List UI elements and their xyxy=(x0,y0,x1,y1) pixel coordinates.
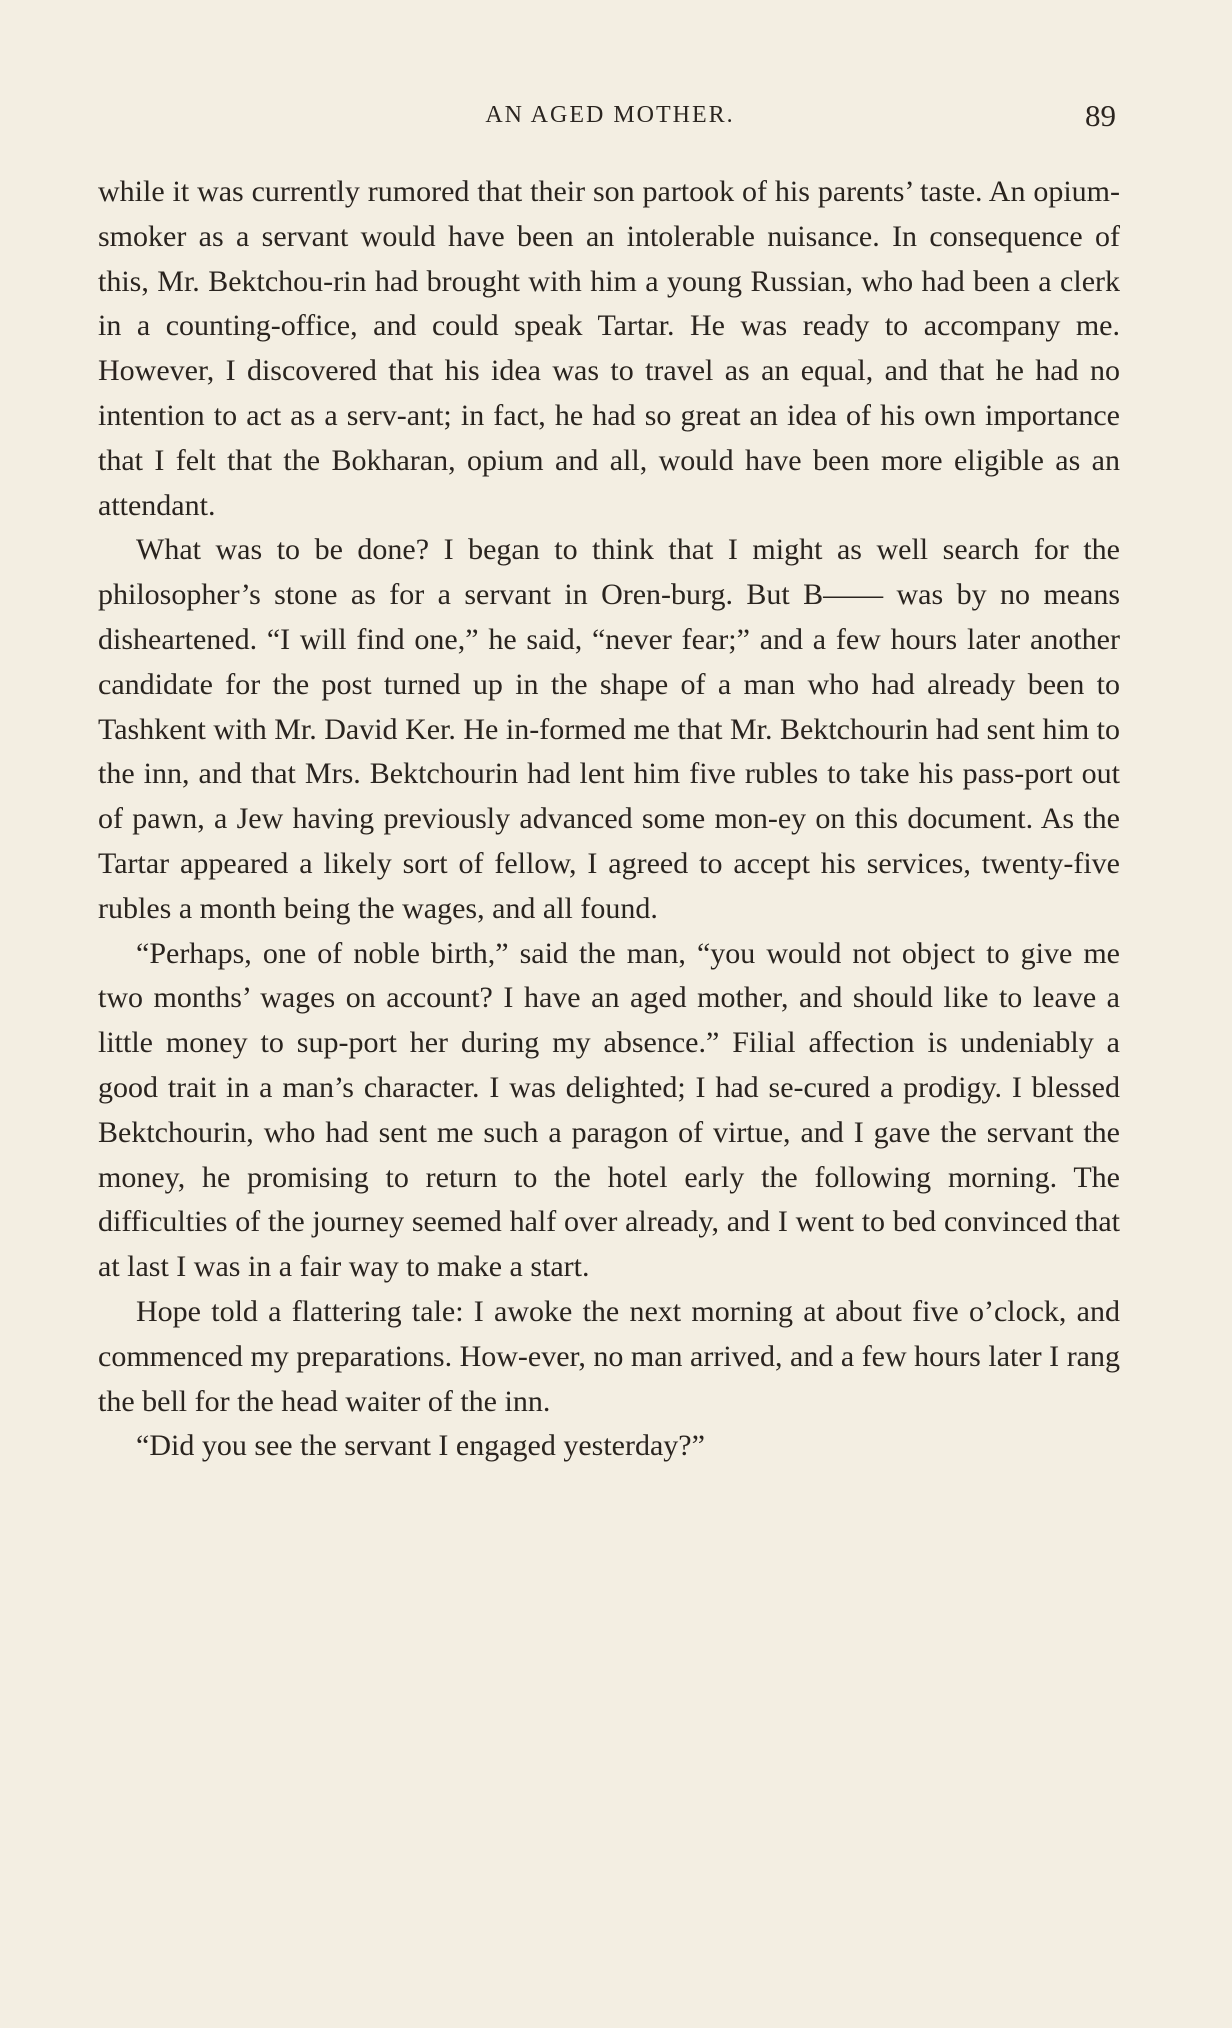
paragraph-1: while it was currently rumored that their son partook of his parents’ taste. An opium-smoker as a servant would have been an intolerable nuisance. In consequence of this, Mr. Bektchou-rin had brought with him a young Russian, who had been a clerk in a counting-office, and could speak Tartar. He was ready to accompany me. However, I discovered that his idea was to travel as an equal, and that he had no intention to act as a serv-ant; in fact, he had so great an idea of his own importance that I felt that the Bokharan, opium and all, would have been more eligible as an attendant. xyxy=(98,175,1120,522)
paragraph-4: Hope told a flattering tale: I awoke the next morning at about five o’clock, and commenced my preparations. How-ever, no man arrived, and a few hours later I rang the bell for the head waiter of the inn. xyxy=(98,1294,1120,1418)
body-text xyxy=(98,170,1120,1469)
running-head: AN AGED MOTHER. xyxy=(485,102,735,128)
paragraph-5: “Did you see the servant I engaged yesterday?” xyxy=(136,1429,705,1463)
paragraph-3: “Perhaps, one of noble birth,” said the man, “you would not object to give me two months’ wages on account? I have an aged mother, and should like to leave a little money to sup-port her during my absence.” Filial affection is undeniably a good trait in a man’s character. I was delighted; I had se-cured a prodigy. I blessed Bektchourin, who had sent me such a paragon of virtue, and I gave the servant the money, he promising to return to the hotel early the following morning. The difficulties of the journey seemed half over already, and I went to bed convinced that at last I was in a fair way to make a start. xyxy=(98,936,1120,1284)
page-number: 89 xyxy=(1085,98,1116,133)
page-header xyxy=(100,98,1120,138)
paragraph-2: What was to be done? I began to think that I might as well search for the philosopher’s stone as for a servant in Oren-burg. But B—— was by no means disheartened. “I will find one,” he said, “never fear;” and a few hours later another candidate for the post turned up in the shape of a man who had already been to Tashkent with Mr. David Ker. He in-formed me that Mr. Bektchourin had sent him to the inn, and that Mrs. Bektchourin had lent him five rubles to take his pass-port out of pawn, a Jew having previously advanced some mon-ey on this document. As the Tartar appeared a likely sort of fellow, I agreed to accept his services, twenty-five rubles a month being the wages, and all found. xyxy=(98,533,1120,925)
